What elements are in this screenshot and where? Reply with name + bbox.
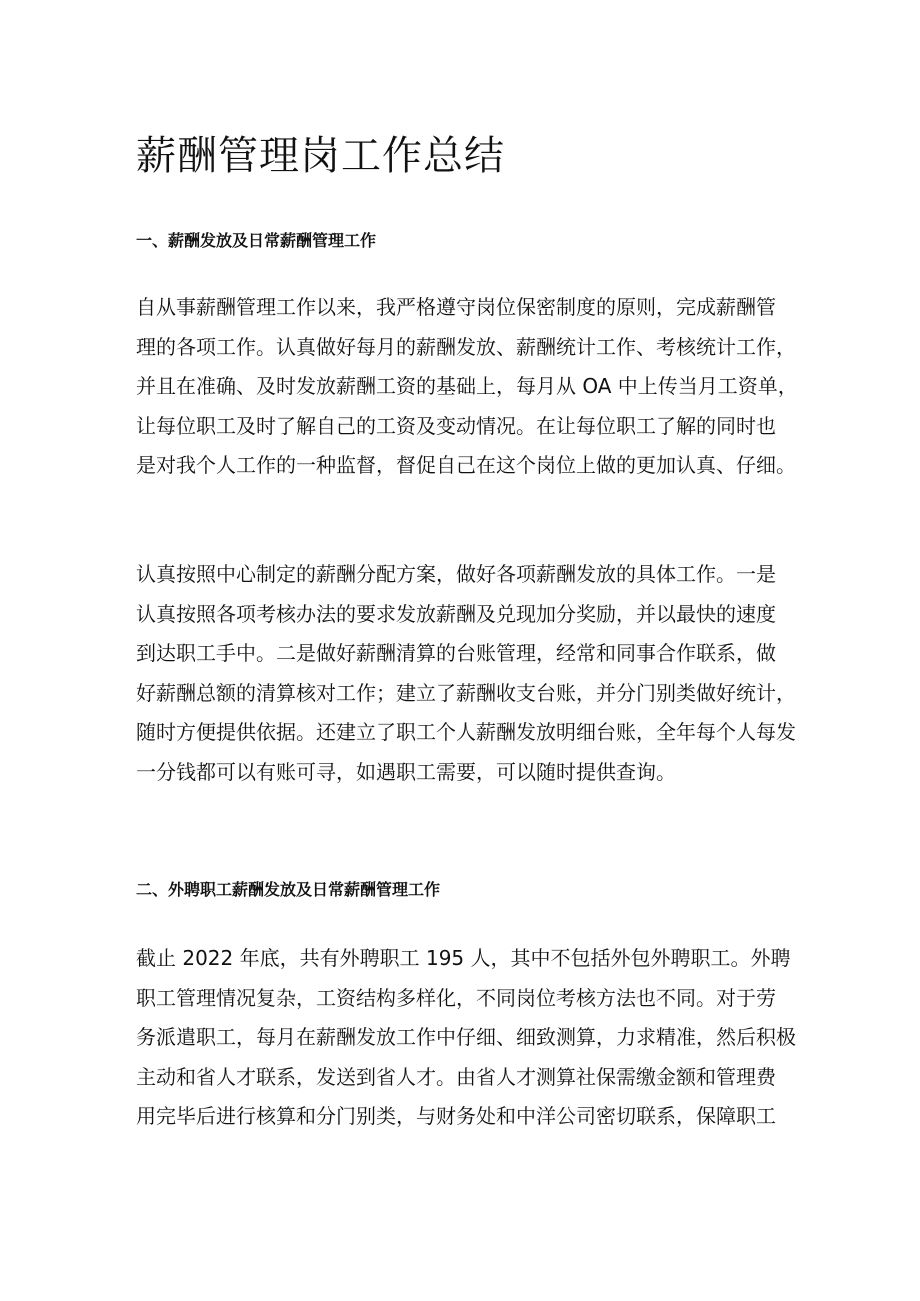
text-line: 到达职工手中。二是做好薪酬清算的台账管理，经常和同事合作联系，做 [136, 641, 776, 665]
document-title: 薪酬管理岗工作总结 [136, 133, 505, 179]
text-line: 是对我个人工作的一种监督，督促自己在这个岗位上做的更加认真、仔细。 [136, 453, 796, 477]
text-line: 好薪酬总额的清算核对工作；建立了薪酬收支台账，并分门别类做好统计， [136, 680, 796, 705]
text-line: 并且在准确、及时发放薪酬工资的基础上，每月从 OA 中上传当月工资单， [136, 374, 798, 398]
text-line: 一分钱都可以有账可寻，如遇职工需要，可以随时提供查询。 [136, 759, 676, 784]
text-line: 认真按照中心制定的薪酬分配方案，做好各项薪酬发放的具体工作。一是 [136, 562, 776, 586]
text-line: 截止 2022 年底，共有外聘职工 195 人，其中不包括外包外聘职工。外聘 [136, 946, 791, 970]
text-line: 职工管理情况复杂，工资结构多样化，不同岗位考核方法也不同。对于劳 [136, 985, 776, 1010]
text-line: 随时方便提供依据。还建立了职工个人薪酬发放明细台账，全年每个人每发 [136, 720, 796, 744]
section-1-paragraph-2 [136, 555, 796, 792]
section-2-heading: 二、外聘职工薪酬发放及日常薪酬管理工作 [136, 880, 441, 899]
text-line: 主动和省人才联系，发送到省人才。由省人才测算社保需缴金额和管理费 [136, 1064, 776, 1089]
text-line: 认真按照各项考核办法的要求发放薪酬及兑现加分奖励，并以最快的速度 [136, 601, 776, 626]
text-line: 让每位职工及时了解自己的工资及变动情况。在让每位职工了解的同时也 [136, 413, 776, 438]
text-line: 务派遣职工，每月在薪酬发放工作中仔细、细致测算，力求精准，然后积极 [136, 1025, 796, 1049]
text-line: 用完毕后进行核算和分门别类，与财务处和中洋公司密切联系，保障职工 [136, 1104, 776, 1128]
text-line: 自从事薪酬管理工作以来，我严格遵守岗位保密制度的原则，完成薪酬管 [136, 295, 776, 319]
section-1-heading: 一、薪酬发放及日常薪酬管理工作 [136, 231, 377, 250]
section-2-paragraph-1 [136, 939, 796, 1137]
text-line: 理的各项工作。认真做好每月的薪酬发放、薪酬统计工作、考核统计工作， [136, 334, 796, 359]
section-1-paragraph-1 [136, 288, 796, 486]
